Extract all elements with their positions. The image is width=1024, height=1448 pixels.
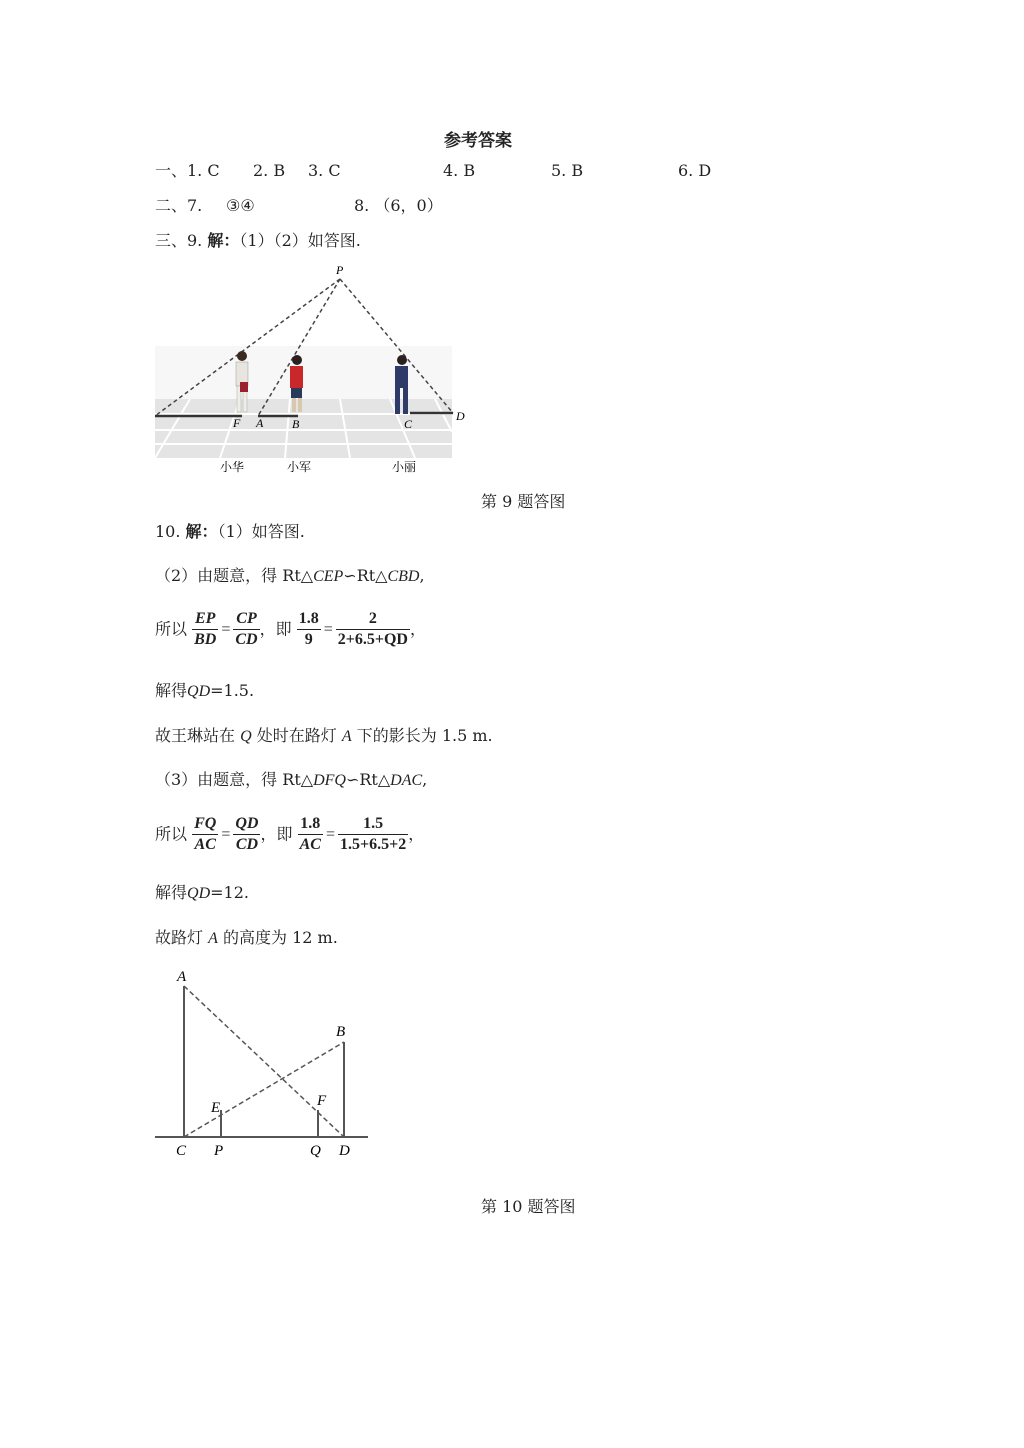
figure-9 bbox=[150, 262, 470, 477]
triangle-cbd: CBD bbox=[387, 568, 420, 585]
var-qd: QD bbox=[187, 885, 211, 902]
answer-5: 5. B bbox=[551, 161, 584, 180]
fraction-2-sum bbox=[336, 609, 410, 650]
name-xiaoli: 小丽 bbox=[392, 460, 417, 474]
frac-den: AC bbox=[299, 836, 321, 853]
label-B: B bbox=[292, 417, 300, 431]
so-label: 所以 bbox=[155, 619, 188, 639]
triangle-dac: DAC bbox=[390, 772, 423, 789]
conclusion-2 bbox=[155, 928, 338, 949]
similar-sign: ∽Rt△ bbox=[345, 770, 391, 789]
solution-2 bbox=[155, 883, 249, 904]
solution-1 bbox=[155, 681, 254, 702]
solve-label: 解： bbox=[207, 231, 240, 250]
frac-num: EP bbox=[192, 609, 218, 630]
part2-text: （2）由题意，得 Rt△ bbox=[155, 566, 314, 585]
answer-line-1 bbox=[155, 161, 220, 181]
frac-den: AC bbox=[194, 836, 216, 853]
frac-num: 1.8 bbox=[298, 814, 323, 835]
text: 的高度为 12 m. bbox=[222, 928, 338, 947]
fraction-fq-ac bbox=[192, 814, 218, 855]
solve-prefix: 解得 bbox=[155, 681, 188, 700]
solve-label-10: 解： bbox=[185, 522, 218, 541]
frac-num: 2 bbox=[336, 609, 410, 630]
answer-7-label: 二、7. bbox=[155, 196, 203, 215]
frac-den: CD bbox=[235, 836, 259, 853]
figure-10 bbox=[150, 962, 380, 1162]
frac-num: CP bbox=[233, 609, 259, 630]
similar-sign: ∽Rt△ bbox=[343, 566, 388, 585]
part3-text: （3）由题意，得 Rt△ bbox=[155, 770, 314, 789]
answer-2: 2. B bbox=[253, 161, 286, 180]
equation-1 bbox=[155, 609, 426, 650]
equals-sign: = bbox=[221, 825, 231, 843]
answer-10-part3 bbox=[155, 770, 427, 791]
part3-end: , bbox=[422, 770, 428, 789]
figure-10-caption: 第 10 题答图 bbox=[481, 1197, 576, 1216]
answer-9 bbox=[155, 231, 361, 251]
fraction-ep-bd bbox=[192, 609, 218, 650]
var-q: Q bbox=[240, 728, 252, 745]
fraction-cp-cd bbox=[233, 609, 259, 650]
label-C: C bbox=[404, 417, 413, 431]
label-F: F bbox=[233, 416, 241, 430]
answer-7: ③④ bbox=[226, 196, 255, 215]
label-D: D bbox=[339, 1143, 350, 1159]
solve-prefix: 解得 bbox=[155, 883, 188, 902]
fraction-qd-cd bbox=[233, 814, 260, 855]
value: =1.5. bbox=[210, 681, 255, 700]
var-qd: QD bbox=[187, 683, 211, 700]
page-title: 参考答案 bbox=[444, 131, 512, 151]
frac-den: CD bbox=[235, 631, 258, 648]
label-D: D bbox=[456, 409, 465, 423]
part2-end: , bbox=[419, 566, 425, 585]
frac-den: 2+6.5+QD bbox=[337, 631, 408, 648]
label-A: A bbox=[256, 416, 264, 430]
frac-den: 1.5+6.5+2 bbox=[339, 836, 407, 853]
label-Q: Q bbox=[310, 1143, 321, 1159]
comma: ， bbox=[409, 619, 426, 639]
label-A: A bbox=[177, 969, 187, 985]
value: =12. bbox=[210, 883, 249, 902]
text: 下的影长为 1.5 m. bbox=[356, 726, 493, 745]
equals-sign: = bbox=[323, 620, 333, 638]
fraction-1.8-ac bbox=[298, 814, 323, 855]
text: 故路灯 bbox=[155, 928, 204, 947]
label-B: B bbox=[336, 1024, 346, 1040]
name-xiaohua: 小华 bbox=[220, 460, 245, 474]
comma: ， bbox=[408, 824, 425, 844]
label-C: C bbox=[176, 1143, 187, 1159]
answer-6: 6. D bbox=[678, 161, 712, 180]
answer-3: 3. C bbox=[308, 161, 341, 180]
answer-10-part1: （1）如答图. bbox=[217, 522, 305, 541]
name-xiaojun: 小军 bbox=[287, 460, 312, 474]
ie-label: ，即 bbox=[259, 619, 292, 639]
answer-9-text: （1）（2）如答图. bbox=[239, 231, 361, 250]
frac-num: 1.5 bbox=[338, 814, 408, 835]
label-P: P bbox=[336, 263, 344, 277]
answer-9-label: 三、9. bbox=[155, 231, 203, 250]
answer-4: 4. B bbox=[443, 161, 476, 180]
frac-den: 9 bbox=[304, 631, 313, 648]
text: 处时在路灯 bbox=[256, 726, 337, 745]
frac-num: 1.8 bbox=[297, 609, 321, 630]
label-F: F bbox=[317, 1093, 327, 1109]
answer-8: 8. （6，0） bbox=[354, 196, 443, 215]
frac-num: QD bbox=[233, 814, 260, 835]
label-P: P bbox=[214, 1143, 224, 1159]
ie-label: ，即 bbox=[260, 824, 293, 844]
fraction-1.8-9 bbox=[297, 609, 321, 650]
figure-9-caption: 第 9 题答图 bbox=[481, 492, 566, 511]
frac-num: FQ bbox=[192, 814, 218, 835]
text: 故王琳站在 bbox=[155, 726, 236, 745]
triangle-cep: CEP bbox=[313, 568, 344, 585]
answer-10-part2 bbox=[155, 566, 425, 587]
equals-sign: = bbox=[325, 825, 335, 843]
answer-1: 一、1. C bbox=[155, 161, 220, 180]
var-a: A bbox=[208, 930, 218, 947]
triangle-dfq: DFQ bbox=[313, 772, 346, 789]
conclusion-1 bbox=[155, 726, 493, 747]
answer-10 bbox=[155, 522, 305, 542]
label-E: E bbox=[211, 1100, 221, 1116]
fraction-1.5-sum bbox=[338, 814, 408, 855]
equation-2 bbox=[155, 814, 424, 855]
frac-den: BD bbox=[194, 631, 217, 648]
answer-10-label: 10. bbox=[155, 522, 181, 541]
equals-sign: = bbox=[221, 620, 231, 638]
var-a: A bbox=[341, 728, 352, 745]
so-label: 所以 bbox=[155, 824, 188, 844]
